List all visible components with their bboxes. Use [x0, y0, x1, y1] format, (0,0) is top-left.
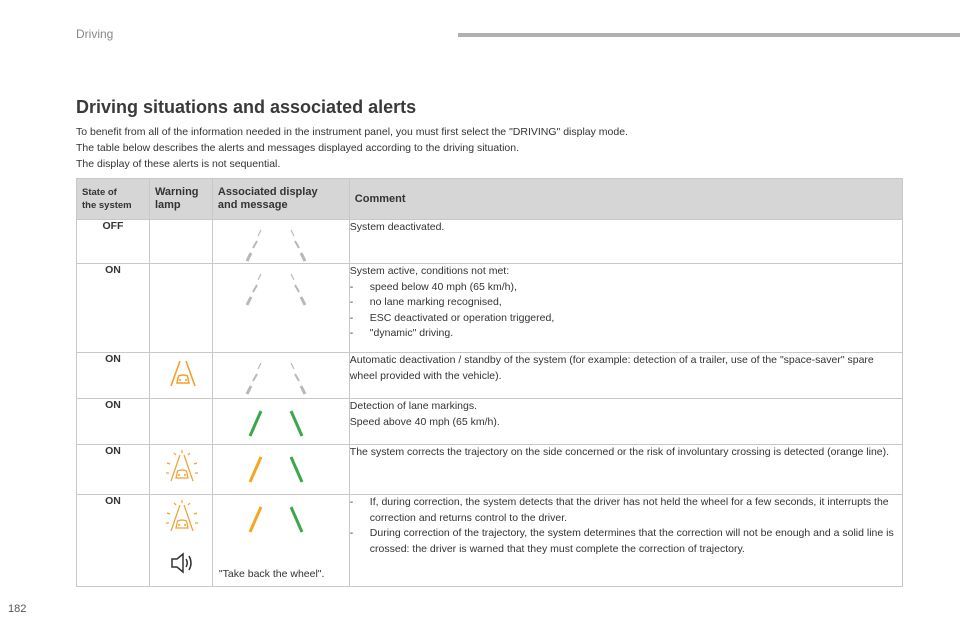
row-state: ON	[77, 445, 150, 495]
table-header-row	[77, 179, 903, 220]
list-item-text: If, during correction, the system detects that the driver has not held the wheel for a few seconds, it interrupts the correction and returns control to the driver.	[369, 496, 889, 524]
list-item-text: no lane marking recognised,	[369, 296, 502, 308]
page-number: 182	[8, 603, 27, 615]
intro-text	[76, 124, 916, 172]
header-state	[77, 179, 150, 220]
row-state: ON	[77, 399, 150, 445]
comment-text: Detection of lane markings.	[349, 400, 478, 412]
lane-assist-warning-lamp-icon	[168, 359, 198, 389]
list-item: - speed below 40 mph (65 km/h),	[349, 280, 517, 293]
header-state-line1: State of	[82, 187, 117, 198]
row-comment	[349, 399, 902, 445]
header-comment	[349, 179, 902, 220]
row-comment	[349, 220, 902, 264]
table-row	[77, 220, 903, 264]
row-comment	[349, 353, 902, 399]
row-display	[212, 495, 349, 587]
header-lamp	[149, 179, 212, 220]
conditions-list	[350, 280, 902, 342]
header-state-line2: the system	[82, 200, 132, 211]
comment-text: The system corrects the trajectory on the side concerned or the risk of involuntary crossing is detected (orange line).	[349, 446, 890, 458]
lane-markings-icon	[241, 407, 311, 441]
row-lamp	[149, 445, 212, 495]
row-lamp	[149, 220, 212, 264]
intro-line-2: The table below describes the alerts and messages displayed according to the driving situation.	[76, 142, 520, 154]
table-row	[77, 353, 903, 399]
table-row	[77, 495, 903, 587]
header-display-line2: and message	[217, 199, 288, 211]
list-item-text: speed below 40 mph (65 km/h),	[369, 280, 517, 293]
correction-list	[350, 495, 902, 557]
speaker-alert-icon	[170, 551, 194, 575]
list-item-text: ESC deactivated or operation triggered,	[369, 311, 555, 324]
row-display	[212, 353, 349, 399]
row-display	[212, 399, 349, 445]
comment-text: Automatic deactivation / standby of the system (for example: detection of a trailer, use of the "space-saver" spare wheel provided with the vehicle).	[349, 354, 874, 382]
comment-text: System deactivated.	[349, 221, 445, 233]
intro-line-1: To benefit from all of the information needed in the instrument panel, you must first select the "DRIVING" display mode.	[76, 126, 628, 138]
row-lamp	[149, 264, 212, 353]
alerts-table	[76, 178, 903, 587]
row-display	[212, 264, 349, 353]
table-row	[77, 399, 903, 445]
row-comment	[349, 264, 902, 353]
take-back-message: "Take back the wheel".	[218, 568, 325, 580]
intro-line-3: The display of these alerts is not sequential.	[76, 158, 281, 170]
row-lamp	[149, 353, 212, 399]
row-lamp	[149, 495, 212, 587]
header-lamp-line2: lamp	[154, 199, 181, 211]
comment-text: Speed above 40 mph (65 km/h).	[349, 415, 500, 428]
lane-markings-icon	[241, 361, 311, 395]
lane-markings-icon	[241, 453, 311, 487]
row-display	[212, 220, 349, 264]
row-lamp	[149, 399, 212, 445]
list-item: - During correction of the trajectory, the system determines that the correction will not be enough and a solid line is crossed: the driver is warned that they must complete the correction of trajectory.	[349, 527, 894, 555]
header-display-line1: Associated display	[217, 186, 318, 198]
list-item: - no lane marking recognised,	[349, 296, 502, 308]
row-state: ON	[77, 264, 150, 353]
lane-markings-icon	[241, 228, 311, 262]
comment-text: System active, conditions not met:	[349, 265, 510, 277]
row-comment	[349, 445, 902, 495]
lane-assist-active-lamp-icon	[165, 449, 199, 485]
lane-assist-active-lamp-icon	[165, 499, 199, 535]
row-comment	[349, 495, 902, 587]
list-item: - If, during correction, the system detects that the driver has not held the wheel for a few seconds, it interrupts the correction and returns control to the driver.	[349, 496, 889, 524]
header-rule	[458, 33, 960, 37]
lane-markings-icon	[241, 272, 311, 306]
list-item-text: During correction of the trajectory, the system determines that the correction will not be enough and a solid line is crossed: the driver is warned that they must complete the correction of trajectory.	[369, 527, 894, 555]
row-state: ON	[77, 353, 150, 399]
header-display	[212, 179, 349, 220]
list-item-text: "dynamic" driving.	[369, 327, 454, 339]
row-display	[212, 445, 349, 495]
list-item: - ESC deactivated or operation triggered,	[349, 311, 555, 324]
table-row	[77, 445, 903, 495]
row-state: OFF	[77, 220, 150, 264]
list-item: - "dynamic" driving.	[349, 327, 454, 339]
table-row	[77, 264, 903, 353]
header-lamp-line1: Warning	[154, 186, 199, 198]
page-title: Driving situations and associated alerts	[76, 97, 417, 117]
row-state: ON	[77, 495, 150, 587]
lane-markings-icon	[241, 503, 311, 537]
section-label: Driving	[76, 27, 114, 41]
header-comment-label: Comment	[354, 192, 406, 205]
